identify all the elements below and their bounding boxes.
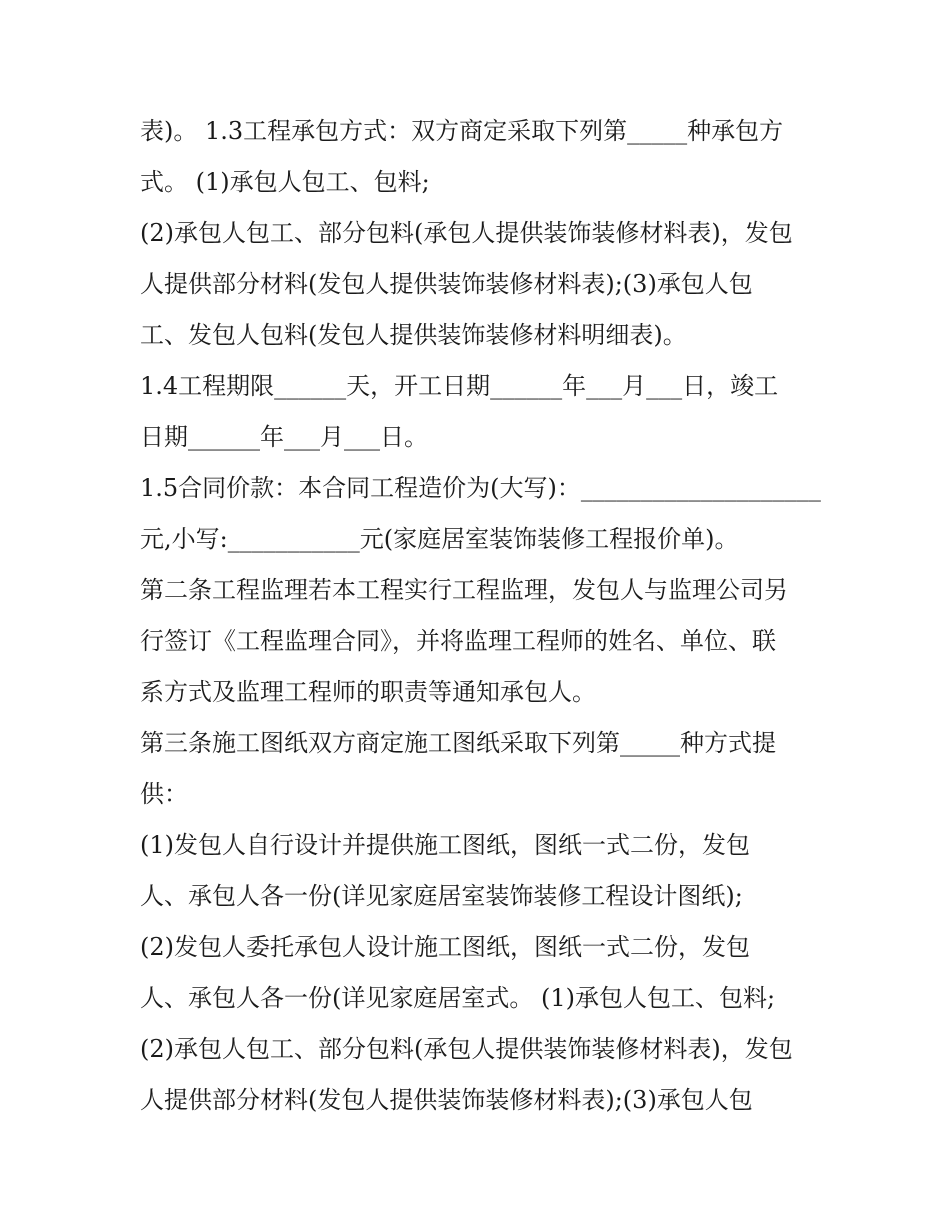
text-line: 式。 (1)承包人包工、包料; — [140, 168, 430, 196]
text-line: (1)发包人自行设计并提供施工图纸，图纸一式二份，发包 — [140, 831, 750, 859]
text-line: 第二条工程监理若本工程实行工程监理，发包人与监理公司另 — [140, 576, 788, 604]
text-line: 第三条施工图纸双方商定施工图纸采取下列第_____种方式提 — [140, 729, 776, 757]
text-line: 1.4工程期限______天，开工日期______年___月___日，竣工 — [140, 372, 779, 400]
text-line: 人提供部分材料(发包人提供装饰装修材料表);(3)承包人包 — [140, 270, 753, 298]
text-line: 日期______年___月___日。 — [140, 423, 428, 451]
text-line: (2)承包人包工、部分包料(承包人提供装饰装修材料表)，发包 — [140, 1035, 793, 1063]
contract-text — [140, 106, 840, 1126]
text-line: 元,小写:___________元(家庭居室装饰装修工程报价单)。 — [140, 525, 739, 553]
text-line: 行签订《工程监理合同》，并将监理工程师的姓名、单位、联 — [140, 627, 776, 655]
text-line: 工、发包人包料(发包人提供装饰装修材料明细表)。 — [140, 321, 687, 349]
text-line: 1.5合同价款：本合同工程造价为(大写)：____________________ — [140, 474, 821, 502]
text-line: 供： — [140, 780, 188, 808]
text-line: 人、承包人各一份(详见家庭居室式。 (1)承包人包工、包料; — [140, 984, 776, 1012]
text-line: 表)。 1.3工程承包方式：双方商定采取下列第_____种承包方 — [140, 117, 784, 145]
text-line: (2)发包人委托承包人设计施工图纸，图纸一式二份，发包 — [140, 933, 750, 961]
text-line: (2)承包人包工、部分包料(承包人提供装饰装修材料表)，发包 — [140, 219, 793, 247]
text-line: 系方式及监理工程师的职责等通知承包人。 — [140, 678, 596, 706]
text-line: 人、承包人各一份(详见家庭居室装饰装修工程设计图纸); — [140, 882, 743, 910]
text-line: 人提供部分材料(发包人提供装饰装修材料表);(3)承包人包 — [140, 1086, 753, 1114]
